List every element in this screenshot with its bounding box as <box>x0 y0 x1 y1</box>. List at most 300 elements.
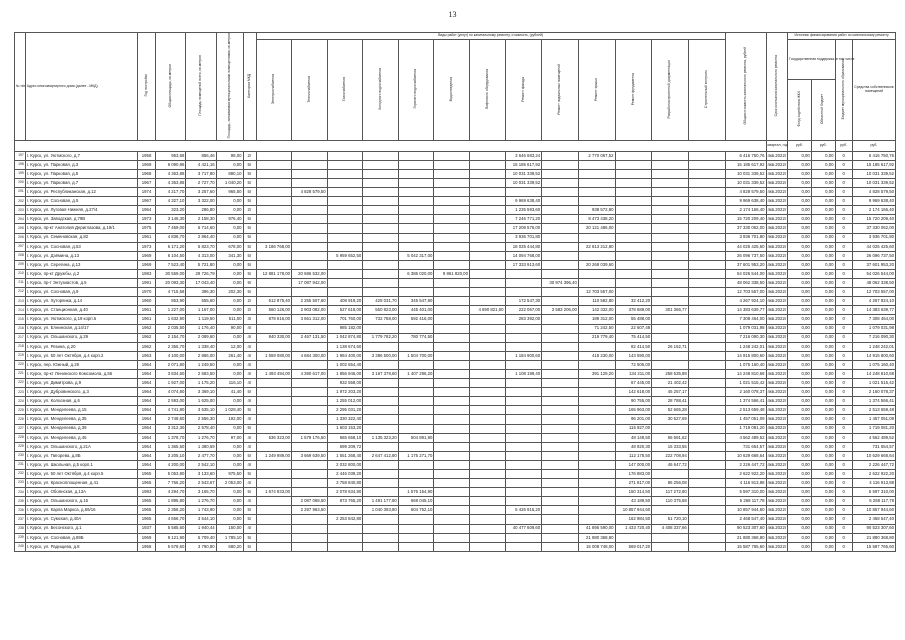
cell-s4: 37 330 062,00 <box>852 224 895 233</box>
cell-w13 <box>688 342 725 351</box>
cell-w10 <box>578 179 615 188</box>
cell-s4: 10 629 668,64 <box>852 451 895 460</box>
cell-a3: 0,00 <box>216 224 243 233</box>
cell-w13 <box>688 369 725 378</box>
cell-a1: 2 748,60 <box>156 415 186 424</box>
cell-s4: 2 174 166,40 <box>852 206 895 215</box>
cell-w12: 51 720,10 <box>652 515 689 524</box>
header-w8: Ремонт фасада <box>505 40 542 141</box>
cell-w12: 30 527,69 <box>652 415 689 424</box>
cell-w4 <box>363 415 399 424</box>
cell-w5 <box>398 197 434 206</box>
cell-w5 <box>398 288 434 297</box>
cell-w7 <box>469 160 505 169</box>
cell-w6 <box>434 406 470 415</box>
cell-w10: 22 813 212,80 <box>578 242 615 251</box>
cell-w1 <box>256 388 292 397</box>
cell-w12 <box>652 215 689 224</box>
cell-date: 4кв.2022г <box>766 442 788 451</box>
cell-a2: 4 313,00 <box>186 251 216 260</box>
cell-n: 238 <box>15 524 26 533</box>
cell-s3: 0 <box>835 188 852 197</box>
cell-date: 4кв.2022г <box>766 479 788 488</box>
cell-a2: 3 790,80 <box>186 542 216 551</box>
cell-n: 208 <box>15 251 26 260</box>
cell-a1: 323,20 <box>156 206 186 215</box>
cell-s1: 0,00 <box>788 197 812 206</box>
cell-w1 <box>256 360 292 369</box>
cell-w10 <box>578 506 615 515</box>
cell-w4 <box>363 260 399 269</box>
table-row <box>15 533 896 542</box>
cell-w11 <box>615 242 652 251</box>
cell-w6 <box>434 224 470 233</box>
cell-addr: г. Курск, ул. 50 лет Октября, д.4 корп.2 <box>25 351 137 360</box>
cell-w9 <box>542 233 579 242</box>
cell-w1: 840 330,00 <box>256 333 292 342</box>
cell-s3: 0 <box>835 342 852 351</box>
unit-date: квартал, год <box>766 140 788 151</box>
cell-total: 90 523 307,60 <box>725 524 766 533</box>
cell-a1: 1 927,00 <box>156 379 186 388</box>
cell-w9 <box>542 333 579 342</box>
cell-w11: 90 755,00 <box>615 397 652 406</box>
cell-a3: 0,00 <box>216 306 243 315</box>
cell-w1: 12 881 178,00 <box>256 269 292 278</box>
cell-w5 <box>398 215 434 224</box>
cell-w12 <box>652 233 689 242</box>
cell-w4: 1 135 323,20 <box>363 433 399 442</box>
table-row <box>15 297 896 306</box>
cell-w11 <box>615 206 652 215</box>
cell-s4: 2 226 447,72 <box>852 460 895 469</box>
cell-w5 <box>398 379 434 388</box>
cell-w6 <box>434 433 470 442</box>
cell-s1: 0,00 <box>788 279 812 288</box>
cell-w13 <box>688 460 725 469</box>
cell-s2: 0,00 <box>811 160 835 169</box>
header-deadline: Срок окончания капитального ремонта <box>766 33 788 141</box>
cell-cat: 5г <box>243 160 256 169</box>
cell-w13 <box>688 151 725 160</box>
cell-w6 <box>434 388 470 397</box>
cell-date: 4кв.2022г <box>766 306 788 315</box>
cell-w8: 10 031 339,52 <box>505 169 542 178</box>
cell-w9 <box>542 515 579 524</box>
cell-w2 <box>292 169 328 178</box>
cell-s1: 0,00 <box>788 151 812 160</box>
cell-s3: 0 <box>835 224 852 233</box>
cell-n: 206 <box>15 233 26 242</box>
cell-w13 <box>688 288 725 297</box>
cell-a2: 3 717,80 <box>186 169 216 178</box>
table-row <box>15 442 896 451</box>
cell-w7 <box>469 379 505 388</box>
cell-year: 1964 <box>137 369 155 378</box>
cell-w6 <box>434 260 470 269</box>
cell-w4 <box>363 197 399 206</box>
cell-a2: 5 714,60 <box>186 224 216 233</box>
cell-year: 1965 <box>137 470 155 479</box>
cell-w4 <box>363 342 399 351</box>
header-works-group: Виды работ (услуг) по капитальному ремонту, стоимость, (рублей) <box>256 33 725 40</box>
cell-w6 <box>434 488 470 497</box>
table-row <box>15 179 896 188</box>
cell-w4 <box>363 288 399 297</box>
cell-a3: 0,00 <box>216 442 243 451</box>
cell-w7 <box>469 188 505 197</box>
cell-w1 <box>256 179 292 188</box>
cell-s3: 0 <box>835 451 852 460</box>
cell-w3: 1 972 203,20 <box>327 388 363 397</box>
cell-s3: 0 <box>835 460 852 469</box>
cell-w12 <box>652 333 689 342</box>
cell-total: 1 374 566,41 <box>725 397 766 406</box>
cell-a3: 511,00 <box>216 315 243 324</box>
cell-n: 217 <box>15 333 26 342</box>
cell-cat: 5г <box>243 288 256 297</box>
cell-n: 234 <box>15 488 26 497</box>
table-row <box>15 206 896 215</box>
cell-addr: г. Курск, ул. Дзёмина, д.13 <box>25 251 137 260</box>
cell-w4 <box>363 460 399 469</box>
cell-s3: 0 <box>835 197 852 206</box>
cell-n: 235 <box>15 497 26 506</box>
cell-n: 201 <box>15 188 26 197</box>
cell-w6 <box>434 315 470 324</box>
cell-cat: 4г <box>243 415 256 424</box>
cell-date: 4кв.2022г <box>766 242 788 251</box>
cell-w4 <box>363 242 399 251</box>
cell-s4: 21 880 368,80 <box>852 533 895 542</box>
cell-cat: 5г <box>243 515 256 524</box>
cell-cat: 5г <box>243 406 256 415</box>
cell-s3: 0 <box>835 388 852 397</box>
table-row <box>15 388 896 397</box>
cell-w9 <box>542 260 579 269</box>
cell-w2 <box>292 324 328 333</box>
cell-w3: 408 919,20 <box>327 297 363 306</box>
cell-a1: 6 171,20 <box>156 242 186 251</box>
cell-year: 1958 <box>137 542 155 551</box>
cell-cat: 5г <box>243 488 256 497</box>
cell-w6 <box>434 333 470 342</box>
cell-a3: 975,50 <box>216 470 243 479</box>
cell-w6 <box>434 160 470 169</box>
cell-w5: 1 504 700,00 <box>398 351 434 360</box>
cell-w10 <box>578 515 615 524</box>
cell-w7 <box>469 533 505 542</box>
cell-w2 <box>292 224 328 233</box>
table-row <box>15 351 896 360</box>
cell-a1: 3 205,10 <box>156 451 186 460</box>
cell-a1: 1 365,50 <box>156 442 186 451</box>
cell-a2: 555,60 <box>186 297 216 306</box>
cell-addr: г. Курск, ул. Сумская, д.40А <box>25 515 137 524</box>
cell-a2: 3 322,00 <box>186 197 216 206</box>
cell-w8: 40 477 609,60 <box>505 524 542 533</box>
cell-w5 <box>398 169 434 178</box>
cell-w9 <box>542 433 579 442</box>
cell-w6 <box>434 415 470 424</box>
header-w4: Холодного водоснабжения <box>363 40 399 141</box>
cell-a1: 1 227,00 <box>156 306 186 315</box>
header-total-cost: Общая стоимость капитального ремонта, рублей <box>725 33 766 141</box>
table-row <box>15 497 896 506</box>
cell-total: 1 457 051,09 <box>725 415 766 424</box>
cell-date: 4кв.2022г <box>766 251 788 260</box>
cell-n: 200 <box>15 179 26 188</box>
cell-w12: 86 256,08 <box>652 479 689 488</box>
cell-w6 <box>434 251 470 260</box>
cell-cat: 2г <box>243 306 256 315</box>
cell-a2: 2 542,10 <box>186 460 216 469</box>
cell-w9 <box>542 288 579 297</box>
cell-w6 <box>434 179 470 188</box>
cell-s1: 0,00 <box>788 415 812 424</box>
cell-year: 1969 <box>137 160 155 169</box>
cell-w2: 2 087 068,50 <box>292 497 328 506</box>
cell-s1: 0,00 <box>788 379 812 388</box>
cell-s4: 1 719 081,20 <box>852 424 895 433</box>
cell-date: 4кв.2022г <box>766 415 788 424</box>
cell-w6 <box>434 206 470 215</box>
cell-w2 <box>292 388 328 397</box>
cell-a1: 5 585,60 <box>156 524 186 533</box>
cell-s1: 0,00 <box>788 324 812 333</box>
cell-addr: г. Курск, ул. Сосновая, д.89Б <box>25 533 137 542</box>
cell-w7 <box>469 479 505 488</box>
cell-w10: 142 332,00 <box>578 306 615 315</box>
cell-addr: г. Курск, ул. Школьная, д.5 корп.1 <box>25 460 137 469</box>
cell-s1: 0,00 <box>788 224 812 233</box>
cell-w10 <box>578 488 615 497</box>
cell-w7 <box>469 315 505 324</box>
cell-w1 <box>256 288 292 297</box>
cell-cat: 4г <box>243 342 256 351</box>
cell-date: 4кв.2022г <box>766 269 788 278</box>
cell-s1: 0,00 <box>788 497 812 506</box>
cell-s2: 0,00 <box>811 324 835 333</box>
cell-year: 1965 <box>137 515 155 524</box>
cell-w7: 4 690 821,00 <box>469 306 505 315</box>
cell-w11 <box>615 179 652 188</box>
cell-w13 <box>688 479 725 488</box>
cell-w12: 222 708,94 <box>652 451 689 460</box>
cell-w4 <box>363 379 399 388</box>
cell-s1: 0,00 <box>788 297 812 306</box>
cell-s2: 0,00 <box>811 406 835 415</box>
cell-w4 <box>363 215 399 224</box>
cell-w8 <box>505 324 542 333</box>
cell-addr: г. Курск, ул. Серегина, д.13 <box>25 260 137 269</box>
cell-w11: 48 149,50 <box>615 433 652 442</box>
cell-year: 1964 <box>137 415 155 424</box>
cell-total: 15 720 209,40 <box>725 215 766 224</box>
cell-year: 1961 <box>137 233 155 242</box>
cell-w4: 550 823,00 <box>363 306 399 315</box>
cell-w2 <box>292 424 328 433</box>
cell-cat: 5г <box>243 260 256 269</box>
cell-w10 <box>578 169 615 178</box>
cell-w8: 172 547,30 <box>505 297 542 306</box>
cell-w5 <box>398 188 434 197</box>
cell-date: 4кв.2022г <box>766 288 788 297</box>
cell-a3: 192,00 <box>216 415 243 424</box>
cell-w1 <box>256 215 292 224</box>
cell-w2 <box>292 406 328 415</box>
cell-s4: 1 457 051,09 <box>852 415 895 424</box>
cell-s3: 0 <box>835 515 852 524</box>
cell-w5 <box>398 233 434 242</box>
cell-w7 <box>469 451 505 460</box>
cell-w6 <box>434 233 470 242</box>
cell-w13 <box>688 297 725 306</box>
cell-date: 4кв.2022г <box>766 179 788 188</box>
cell-s1: 0,00 <box>788 215 812 224</box>
cell-s2: 0,00 <box>811 506 835 515</box>
cell-s3: 0 <box>835 506 852 515</box>
cell-w5 <box>398 242 434 251</box>
cell-total: 3 936 701,80 <box>725 233 766 242</box>
cell-w2 <box>292 542 328 551</box>
cell-a1: 30 559,00 <box>156 269 186 278</box>
cell-w1 <box>256 233 292 242</box>
cell-a3: 0,00 <box>216 460 243 469</box>
cell-year: 1962 <box>137 342 155 351</box>
cell-s2: 0,00 <box>811 415 835 424</box>
cell-w12 <box>652 424 689 433</box>
cell-total: 54 026 544,00 <box>725 269 766 278</box>
cell-w9 <box>542 524 579 533</box>
cell-s1: 0,00 <box>788 188 812 197</box>
cell-w11: 72 506,00 <box>615 360 652 369</box>
cell-w7 <box>469 415 505 424</box>
cell-w13 <box>688 415 725 424</box>
cell-date: 4кв.2022г <box>766 297 788 306</box>
cell-year: 1983 <box>137 269 155 278</box>
cell-addr: г. Курск, ул. Уютмского, д.7 <box>25 151 137 160</box>
cell-w11: 143 590,00 <box>615 351 652 360</box>
cell-w5 <box>398 533 434 542</box>
cell-addr: г. Курск, пр-кт Ленинского Комсомола, д.56 <box>25 369 137 378</box>
cell-w5 <box>398 406 434 415</box>
cell-date: 4кв.2022г <box>766 460 788 469</box>
cell-w6 <box>434 288 470 297</box>
cell-w6 <box>434 351 470 360</box>
cell-w13 <box>688 488 725 497</box>
cell-w9 <box>542 160 579 169</box>
cell-s1: 0,00 <box>788 451 812 460</box>
table-row <box>15 488 896 497</box>
cell-w7 <box>469 470 505 479</box>
cell-s2: 0,00 <box>811 260 835 269</box>
cell-w12 <box>652 297 689 306</box>
cell-a1: 2 035,50 <box>156 324 186 333</box>
cell-n: 232 <box>15 470 26 479</box>
cell-w11 <box>615 269 652 278</box>
header-w11: Ремонт фундамента <box>615 40 652 141</box>
cell-w1 <box>256 188 292 197</box>
table-row <box>15 342 896 351</box>
cell-w11: 96 201,00 <box>615 415 652 424</box>
cell-s4: 4 562 489,52 <box>852 433 895 442</box>
cell-a2: 5 721,80 <box>186 260 216 269</box>
cell-n: 228 <box>15 433 26 442</box>
cell-w12 <box>652 288 689 297</box>
cell-w2 <box>292 397 328 406</box>
cell-s4: 5 597 310,00 <box>852 488 895 497</box>
cell-addr: г. Курск, ул. Республиканская, д.12 <box>25 188 137 197</box>
cell-n: 229 <box>15 442 26 451</box>
cell-s4: 14 383 639,77 <box>852 306 895 315</box>
table-row <box>15 460 896 469</box>
cell-a1: 5 053,80 <box>156 470 186 479</box>
cell-s2: 0,00 <box>811 169 835 178</box>
cell-w11: 162 984,50 <box>615 515 652 524</box>
cell-w13 <box>688 169 725 178</box>
cell-s4: 12 703 557,00 <box>852 288 895 297</box>
cell-cat: 4г <box>243 351 256 360</box>
cell-a2: 1 940,44 <box>186 524 216 533</box>
cell-w10: 12 703 557,00 <box>578 288 615 297</box>
cell-w7 <box>469 324 505 333</box>
cell-w4 <box>363 442 399 451</box>
cell-s2: 0,00 <box>811 179 835 188</box>
table-row <box>15 288 896 297</box>
cell-w7 <box>469 460 505 469</box>
cell-w1 <box>256 515 292 524</box>
cell-w10: 418 230,00 <box>578 351 615 360</box>
cell-s1: 0,00 <box>788 388 812 397</box>
cell-w8 <box>505 388 542 397</box>
cell-s2: 0,00 <box>811 188 835 197</box>
cell-s1: 0,00 <box>788 479 812 488</box>
cell-date: 4кв.2022г <box>766 351 788 360</box>
cell-w11: 1 433 720,40 <box>615 524 652 533</box>
cell-s3: 0 <box>835 279 852 288</box>
cell-a2: 2 543,67 <box>186 479 216 488</box>
cell-s4: 1 075 160,40 <box>852 360 895 369</box>
cell-s4: 90 523 307,60 <box>852 524 895 533</box>
cell-w2 <box>292 488 328 497</box>
cell-w7 <box>469 369 505 378</box>
cell-s4: 7 216 090,30 <box>852 333 895 342</box>
cell-w8: 9 969 638,40 <box>505 197 542 206</box>
cell-w4: 732 768,00 <box>363 315 399 324</box>
cell-w8 <box>505 188 542 197</box>
cell-cat: 5г <box>243 169 256 178</box>
cell-s2: 0,00 <box>811 151 835 160</box>
cell-w7 <box>469 260 505 269</box>
cell-w1 <box>256 169 292 178</box>
cell-w1 <box>256 206 292 215</box>
cell-w13 <box>688 197 725 206</box>
cell-n: 225 <box>15 406 26 415</box>
cell-w3 <box>327 242 363 251</box>
cell-w3: 1 856 946,00 <box>327 369 363 378</box>
cell-addr: г. Курск, ул. Менделеева, д.45 <box>25 433 137 442</box>
cell-w5 <box>398 424 434 433</box>
cell-w2 <box>292 197 328 206</box>
cell-w9 <box>542 397 579 406</box>
cell-w5: 445 401,00 <box>398 306 434 315</box>
unit-rub-3: руб. <box>835 140 852 151</box>
cell-year: 1983 <box>137 488 155 497</box>
cell-a2: 2 727,70 <box>186 179 216 188</box>
cell-year: 1968 <box>137 169 155 178</box>
cell-cat: 4г <box>243 369 256 378</box>
